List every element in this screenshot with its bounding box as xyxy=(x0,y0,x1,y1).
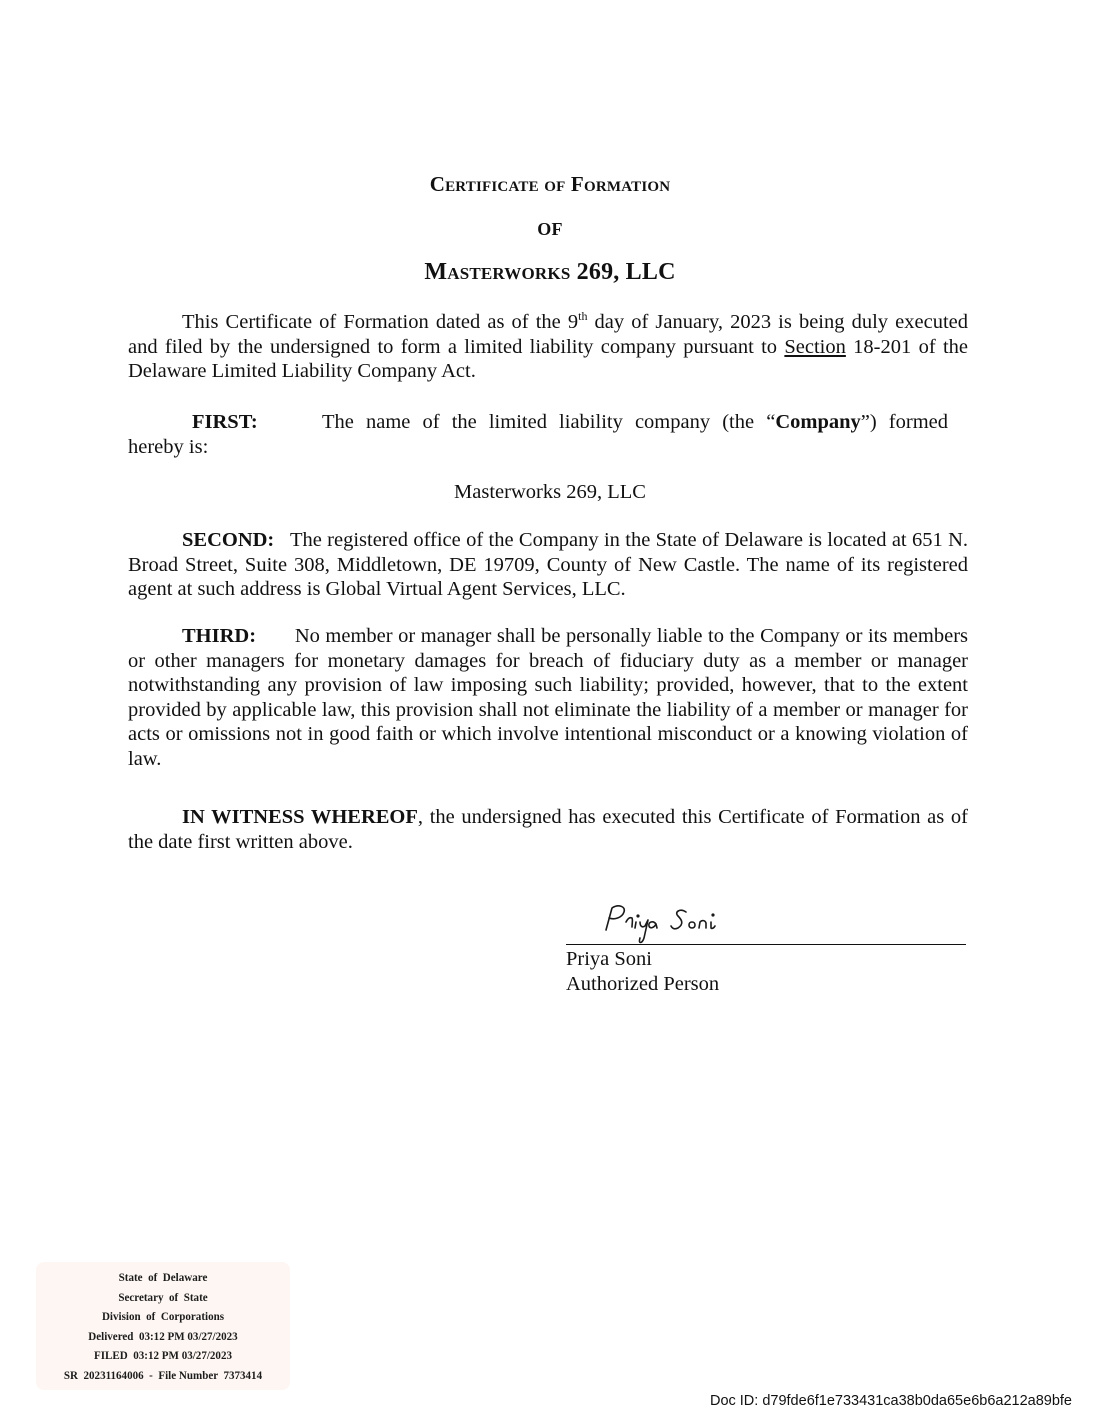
intro-paragraph xyxy=(128,310,968,384)
document-title: Certificate of Formation xyxy=(429,172,671,196)
stamp-filed: FILED 03:12 PM 03/27/2023 xyxy=(94,1348,232,1363)
third-article xyxy=(128,624,968,771)
witness-text: , the undersigned has executed this Certificate of Formation as of the date first written above. xyxy=(128,806,968,853)
section-reference: Section xyxy=(784,335,846,358)
company-heading: Masterworks 269, LLC xyxy=(424,259,676,285)
company-name: Masterworks 269, LLC xyxy=(454,481,646,503)
intro-text-a: This Certificate of Formation dated as of the 9 xyxy=(182,311,579,333)
defined-term-company: Company xyxy=(775,411,861,433)
stamp-division: Division of Corporations xyxy=(101,1309,225,1324)
witness-clause xyxy=(128,805,968,854)
stamp-secretary: Secretary of State xyxy=(118,1289,208,1304)
first-label: FIRST: xyxy=(192,411,258,433)
signer-name: Priya Soni xyxy=(566,948,652,970)
first-text xyxy=(322,410,968,435)
intro-text-b: day of January, 2023 is being duly executed and filed by the undersigned to form a limited liability company pursuant to xyxy=(128,311,968,358)
signature-line xyxy=(566,944,966,945)
title-of: OF xyxy=(537,219,563,239)
third-text: No member or manager shall be personally liable to the Company or its members or other managers for monetary damages for breach of fiduciary duty as a member or manager notwithstanding any provision of law imposing such liability; provided, however, that to the extent provided by applicable law, this provision shall not eliminate the liability of a member or manager for acts or omissions not in good faith or which involve intentional misconduct or a knowing violation of law. xyxy=(128,625,968,770)
intro-text-c: 18-201 of the Delaware Limited Liability Company Act. xyxy=(128,335,969,382)
filing-stamp xyxy=(46,1268,280,1386)
third-label: THIRD: xyxy=(182,625,257,647)
first-article xyxy=(128,410,968,460)
first-text-a: The name of the limited liability company (the “ xyxy=(322,411,776,433)
stamp-state: State of Delaware xyxy=(118,1270,208,1284)
stamp-delivered: Delivered 03:12 PM 03/27/2023 xyxy=(88,1328,238,1343)
first-text-continued: hereby is: xyxy=(128,436,209,458)
doc-id: Doc ID: d79fde6f1e733431ca38b0da65e6b6a212a89bfe xyxy=(709,1393,1072,1409)
second-article xyxy=(128,528,968,602)
witness-label: IN WITNESS WHEREOF xyxy=(182,806,418,828)
first-text-b: ”) formed xyxy=(860,411,948,433)
stamp-file-number: SR 20231164006 - File Number 7373414 xyxy=(63,1367,263,1382)
ordinal-suffix: th xyxy=(578,309,588,324)
signer-title: Authorized Person xyxy=(566,973,720,995)
second-text: The registered office of the Company in the State of Delaware is located at 651 N. Broad Street, Suite 308, Middletown, DE 19709, County of New Castle. The name of its registered agent at such address is Global Virtual Agent Services, LLC. xyxy=(128,529,968,600)
handwritten-signature xyxy=(596,900,796,948)
second-label: SECOND: xyxy=(182,529,275,551)
